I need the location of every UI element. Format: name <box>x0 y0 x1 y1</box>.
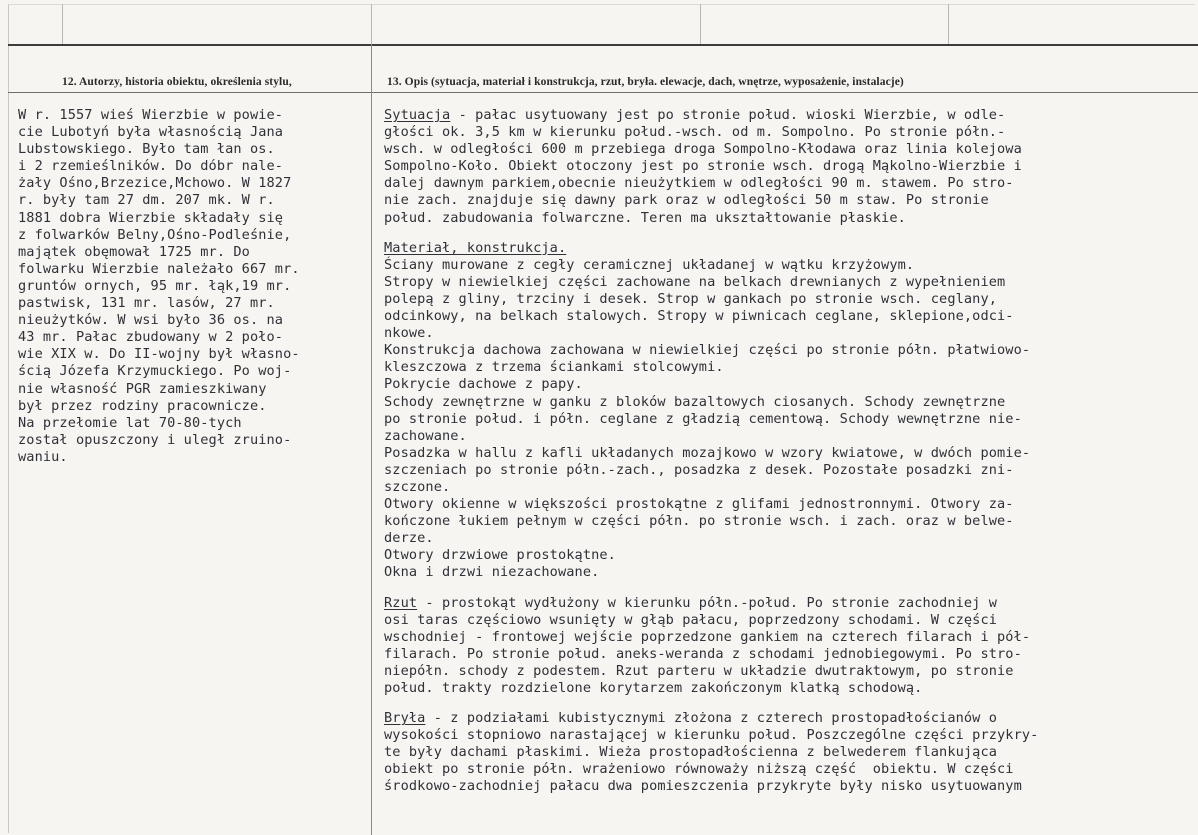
rzut-text-line: połud. trakty rozdzielone korytarzem zakończonym klatką schodową. <box>384 680 923 696</box>
history-text-line: folwarku Wierzbie należało 667 mr. <box>18 260 300 277</box>
material-text-line: Schody zewnętrzne w ganku z bloków bazaltowych ciosanych. Schody zewnętrzne <box>384 393 1006 410</box>
material-text-line: kończone łukiem pełnym w części półn. po stronie wsch. i zach. oraz w belwe- <box>384 513 1014 530</box>
rzut-text-line: niepółn. schody z podestem. Rzut parteru w układzie dwutraktowym, po stronie <box>384 662 1014 679</box>
rzut-text-line: filarach. Po stronie połud. aneks-weranda z schodami jednobiegowymi. Po stro- <box>384 645 1022 662</box>
section-label: Materiał, konstrukcja. <box>384 239 567 256</box>
history-text-line: z folwarków Belny,Ośno-Podleśnie, <box>18 226 292 243</box>
history-text-line: majątek obęmował 1725 mr. Do <box>18 243 250 260</box>
form-header-rule <box>8 92 1198 93</box>
column-divider <box>371 44 372 835</box>
material-text-line: po stronie połud. i półn. ceglane z gładzią cementową. Schody wewnętrzne nie- <box>384 410 1022 427</box>
paragraph-gap <box>384 227 1038 240</box>
history-text-line: nieużytków. W wsi było 36 os. na <box>18 312 284 329</box>
history-text-line: gruntów ornych, 95 mr. łąk,19 mr. <box>18 277 292 294</box>
sytuacja-text-line: Sompolno-Koło. Obiekt otoczony jest po stronie wsch. drogą Mąkolno-Wierzbie i <box>384 158 1022 175</box>
rzut-text-line: wschodniej - frontowej wejście poprzedzone gankiem na czterech filarach i pół- <box>384 628 1031 645</box>
history-text-block <box>18 107 300 466</box>
history-text-line: 43 mr. Pałac zbudowany w 2 poło- <box>18 329 284 346</box>
sytuacja-text-line: głości ok. 3,5 km w kierunku połud.-wsch. od m. Sompolno. Po stronie półn.- <box>384 124 1006 141</box>
section-13-heading: 13. Opis (sytuacja, materiał i konstrukcja, rzut, bryła. elewacje, dach, wnętrze, wyposażenie, instalacje) <box>387 76 904 88</box>
bryla-text-line: środkowo-zachodniej pałacu dwa pomieszczenia przykryte były nisko usytuowanym <box>384 778 1022 795</box>
section-12-heading: 12. Autorzy, historia obiektu, określenia stylu, <box>62 76 292 88</box>
history-text-line: nie własność PGR zamieszkiwany <box>18 380 267 397</box>
form-cell-tick <box>700 4 701 44</box>
material-text-line: Otwory drzwiowe prostokątne. <box>384 547 616 564</box>
history-text-line: waniu. <box>18 448 68 465</box>
form-top-rule <box>8 44 1198 46</box>
material-text-line: odcinkowy, na belkach stalowych. Stropy w piwnicach ceglane, sklepione,odci- <box>384 308 1014 325</box>
bryla-text-line: wysokości stopniowo narastającej w kierunku połud. Poszczególne części przykry- <box>384 727 1039 744</box>
material-text-line: zachowane. <box>384 427 467 444</box>
form-cell-tick <box>948 4 949 44</box>
bryla-text-line: obiekt po stronie półn. wrażeniowo równoważy niższą część obiektu. W części <box>384 761 1014 778</box>
material-text-line: Konstrukcja dachowa zachowana w niewielkiej części po stronie półn. płatwiowo- <box>384 342 1031 359</box>
history-text-line: cie Lubotyń była własnością Jana <box>18 124 284 141</box>
sytuacja-text-line: nie zach. znajduje się dawny park oraz w odległości 50 m staw. Po stronie <box>384 192 989 209</box>
material-text-line: kleszczowa z trzema ściankami stolcowymi. <box>384 359 724 376</box>
form-cell-tick <box>371 4 372 44</box>
material-text-line: szczone. <box>384 478 451 495</box>
history-text-line: pastwisk, 131 mr. lasów, 27 mr. <box>18 295 275 312</box>
section-label: Rzut <box>384 594 418 611</box>
material-heading-line <box>384 240 1038 257</box>
history-text-line: Lubstowskiego. Było tam łan os. <box>18 141 275 158</box>
history-text-line: żały Ośno,Brzezice,Mchowo. W 1827 <box>18 175 292 192</box>
material-text-line: szczeniach po stronie półn.-zach., posadzka z desek. Pozostałe posadzki zni- <box>384 461 1014 478</box>
description-text-block <box>384 107 1038 796</box>
bryla-heading-line <box>384 710 1038 727</box>
sytuacja-text-line: dalej dawnym parkiem,obecnie nieużytkiem w odległości 90 m. stawem. Po stro- <box>384 175 1014 192</box>
material-text-line: Pokrycie dachowe z papy. <box>384 376 583 393</box>
history-text-line: ścią Józefa Krzymuckiego. Po woj- <box>18 363 292 380</box>
material-text-line: Stropy w niewielkiej części zachowane na belkach drewnianych z wypełnieniem <box>384 273 1006 290</box>
material-text-line: nkowe. <box>384 325 434 342</box>
history-text-line: wie XIX w. Do II-wojny był własno- <box>18 346 300 363</box>
rzut-heading-line <box>384 595 1038 612</box>
history-text-line: r. były tam 27 dm. 207 mk. W r. <box>18 192 275 209</box>
section-first-line: - pałac usytuowany jest po stronie połud. wioski Wierzbie, w odle- <box>450 107 1006 123</box>
paragraph-gap <box>384 697 1038 710</box>
material-text-line: derze. <box>384 530 434 547</box>
sytuacja-text-line: połud. zabudowania folwarczne. Teren ma ukształtowanie płaskie. <box>384 209 906 226</box>
material-text-line: Posadzka w hallu z kafli układanych mozajkowo w wzory kwiatowe, w dwóch pomie- <box>384 444 1031 461</box>
section-label: Bryła <box>384 710 426 727</box>
material-text-line: polepą z gliny, trzciny i desek. Strop w gankach po stronie wsch. ceglany, <box>384 290 998 307</box>
paragraph-gap <box>384 582 1038 595</box>
sytuacja-text-line: wsch. w odległości 600 m przebiega droga Sompolno-Kłodawa oraz linia kolejowa <box>384 141 1022 158</box>
section-label: Sytuacja <box>384 107 451 123</box>
history-text-line: został opuszczony i uległ zruino- <box>18 431 292 448</box>
history-text-line: 1881 dobra Wierzbie składały się <box>18 209 284 226</box>
rzut-text-line: osi taras częściowo wsunięty w głąb pałacu, poprzedzony schodami. W części <box>384 611 998 628</box>
material-text-line: Okna i drzwi niezachowane. <box>384 564 600 581</box>
form-cell-tick <box>62 4 63 44</box>
history-text-line: Na przełomie lat 70-80-tych <box>18 414 242 431</box>
bryla-text-line: te były dachami płaskimi. Wieża prostopadłościenna z belwederem flankująca <box>384 744 998 761</box>
material-text-line: Otwory okienne w większości prostokątne z glifami jednostronnymi. Otwory za- <box>384 496 1014 513</box>
history-text-line: i 2 rzemieślników. Do dóbr nale- <box>18 158 284 175</box>
history-text-line: W r. 1557 wieś Wierzbie w powie- <box>18 107 284 123</box>
section-first-line: - prostokąt wydłużony w kierunku półn.-połud. Po stronie zachodniej w <box>417 594 998 611</box>
material-text-line: Ściany murowane z cegły ceramicznej układanej w wątku krzyżowym. <box>384 256 915 273</box>
section-first-line: - z podziałami kubistycznymi złożona z czterech prostopadłościanów o <box>425 710 998 727</box>
sytuacja-heading-line <box>384 107 1038 124</box>
history-text-line: był przez rodziny pracownicze. <box>18 397 267 414</box>
